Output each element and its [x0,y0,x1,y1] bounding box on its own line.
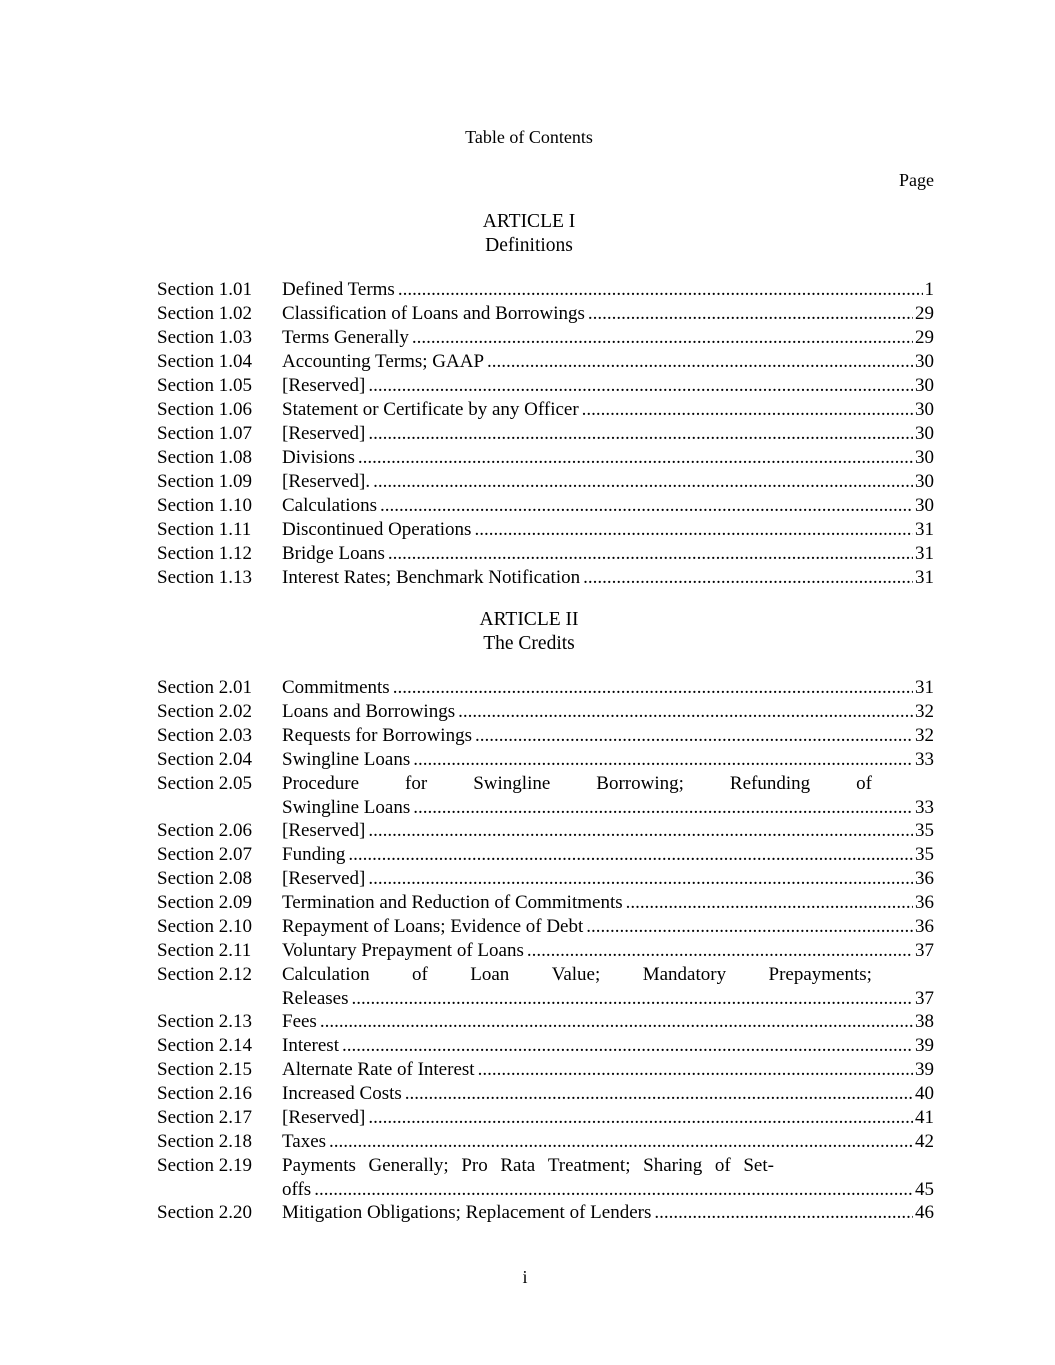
section-number: Section 2.08 [157,868,252,889]
dot-leader [373,470,913,494]
dot-leader [586,915,913,939]
toc-entry[interactable] [157,1082,934,1106]
dot-leader [527,939,913,963]
dot-leader [358,446,913,470]
article-subtitle: The Credits [483,633,575,654]
toc-entry[interactable] [157,470,934,494]
dot-leader [393,676,913,700]
dot-leader [342,1034,913,1058]
section-page: 31 [915,519,934,540]
toc-entry[interactable] [157,566,934,590]
toc-entry[interactable] [157,724,934,748]
section-title: Defined Terms [282,279,395,300]
section-page: 30 [915,471,934,492]
article-ii-heading-block [0,608,1055,656]
toc-entry[interactable] [157,700,934,724]
section-title-continuation: Swingline Loans [282,797,411,818]
dot-leader [388,542,913,566]
section-number: Section 2.20 [157,1202,252,1223]
section-page: 39 [915,1059,934,1080]
article-subtitle: Definitions [485,235,573,256]
section-title: [Reserved] [282,423,366,444]
section-page: 31 [915,567,934,588]
section-page: 35 [915,844,934,865]
section-page: 30 [915,375,934,396]
section-title: [Reserved] [282,1107,366,1128]
toc-entry[interactable] [157,1130,934,1154]
section-title-first-line [282,772,872,796]
section-title: Fees [282,1011,317,1032]
toc-entry[interactable] [157,867,934,891]
dot-leader [412,326,913,350]
article-heading: ARTICLE I [482,211,576,232]
title-word: Sharing [643,1155,703,1176]
toc-entry[interactable] [157,1010,934,1034]
title-word: Swingline [473,773,551,794]
dot-leader [348,843,913,867]
section-page: 30 [915,351,934,372]
section-page: 30 [915,495,934,516]
section-number: Section 2.19 [157,1155,252,1176]
section-page: 30 [915,447,934,468]
section-number: Section 2.03 [157,725,252,746]
article-ii-toc-list [157,676,934,1225]
toc-entry[interactable] [157,676,934,700]
dot-leader [582,398,913,422]
dot-leader [654,1201,913,1225]
section-page: 37 [915,940,934,961]
section-number: Section 1.05 [157,375,252,396]
section-page: 30 [915,423,934,444]
dot-leader [329,1130,913,1154]
toc-entry[interactable] [157,350,934,374]
section-title: Discontinued Operations [282,519,472,540]
section-number: Section 1.09 [157,471,252,492]
section-number: Section 2.02 [157,701,252,722]
title-word: Prepayments; [768,964,872,985]
section-number: Section 2.07 [157,844,252,865]
section-page: 37 [915,988,934,1009]
section-title: Accounting Terms; GAAP [282,351,485,372]
section-number: Section 2.14 [157,1035,252,1056]
toc-entry[interactable] [157,1201,934,1225]
section-title: Alternate Rate of Interest [282,1059,475,1080]
section-page: 29 [915,327,934,348]
toc-entry[interactable] [157,518,934,542]
section-number: Section 2.06 [157,820,252,841]
toc-entry[interactable] [157,374,934,398]
article-heading: ARTICLE II [479,609,579,630]
section-page: 42 [915,1131,934,1152]
section-page: 31 [915,677,934,698]
toc-entry[interactable] [157,1058,934,1082]
toc-entry[interactable] [157,422,934,446]
section-page: 36 [915,916,934,937]
dot-leader [320,1010,913,1034]
section-page: 35 [915,820,934,841]
section-page: 32 [915,725,934,746]
dot-leader [413,748,913,772]
toc-entry[interactable] [157,326,934,350]
toc-entry[interactable] [157,278,934,302]
toc-entry[interactable] [157,446,934,470]
section-number: Section 2.15 [157,1059,252,1080]
page-number-footer: i [522,1267,528,1287]
toc-entry[interactable] [157,963,934,1010]
section-title: Taxes [282,1131,327,1152]
section-number: Section 1.07 [157,423,252,444]
title-word: Value; [551,964,601,985]
dot-leader [380,494,913,518]
toc-entry[interactable] [157,772,934,819]
dot-leader [368,374,913,398]
section-title: Loans and Borrowings [282,701,456,722]
title-word: Procedure [282,773,360,794]
section-number: Section 1.12 [157,543,252,564]
section-title: Voluntary Prepayment of Loans [282,940,524,961]
dot-leader [478,1058,913,1082]
section-page: 38 [915,1011,934,1032]
section-title: Statement or Certificate by any Officer [282,399,579,420]
section-page: 39 [915,1035,934,1056]
section-page: 36 [915,868,934,889]
title-word: Treatment; [547,1155,631,1176]
section-title: [Reserved] [282,375,366,396]
section-title: Funding [282,844,346,865]
section-title: Increased Costs [282,1083,402,1104]
dot-leader [351,987,913,1011]
toc-entry[interactable] [157,748,934,772]
dot-leader [368,422,913,446]
section-page: 45 [915,1179,934,1200]
title-word: Set- [743,1155,774,1176]
section-page: 32 [915,701,934,722]
section-page: 29 [915,303,934,324]
dot-leader [588,302,913,326]
section-number: Section 2.01 [157,677,252,698]
section-number: Section 1.03 [157,327,252,348]
title-word: Calculation [282,964,370,985]
section-page: 40 [915,1083,934,1104]
section-number: Section 1.13 [157,567,252,588]
section-number: Section 1.06 [157,399,252,420]
title-word: Rata [500,1155,536,1176]
section-title: Terms Generally [282,327,409,348]
section-page: 41 [915,1107,934,1128]
section-title: Swingline Loans [282,749,411,770]
section-title: Interest Rates; Benchmark Notification [282,567,581,588]
title-word: Payments [282,1155,356,1176]
section-title: Commitments [282,677,390,698]
toc-entry[interactable] [157,1106,934,1130]
section-title-continuation: offs [282,1179,312,1200]
dot-leader [405,1082,913,1106]
section-page: 1 [924,279,934,300]
section-title: Calculations [282,495,377,516]
title-word: of [856,773,872,794]
section-title: Divisions [282,447,355,468]
dot-leader [368,819,913,843]
section-number: Section 1.02 [157,303,252,324]
dot-leader [583,566,913,590]
section-title: [Reserved] [282,868,366,889]
toc-entry[interactable] [157,843,934,867]
section-number: Section 2.10 [157,916,252,937]
section-title: Requests for Borrowings [282,725,472,746]
section-number: Section 1.10 [157,495,252,516]
section-title-first-line [282,1154,774,1178]
section-title: Bridge Loans [282,543,385,564]
section-page: 33 [915,797,934,818]
section-title: Interest [282,1035,339,1056]
article-i-heading-block [0,210,1055,258]
section-title-first-line [282,963,872,987]
section-number: Section 1.04 [157,351,252,372]
section-title: [Reserved] [282,820,366,841]
article-i-toc-list [157,278,934,590]
toc-entry[interactable] [157,891,934,915]
title-word: Mandatory [642,964,727,985]
section-number: Section 2.11 [157,940,252,961]
toc-entry[interactable] [157,819,934,843]
title-word: of [714,1155,731,1176]
section-title: Classification of Loans and Borrowings [282,303,585,324]
toc-entry[interactable] [157,1154,934,1201]
section-number: Section 2.16 [157,1083,252,1104]
dot-leader [398,278,923,302]
section-number: Section 1.11 [157,519,252,540]
section-number: Section 1.08 [157,447,252,468]
toc-title: Table of Contents [465,127,593,147]
section-number: Section 2.18 [157,1131,252,1152]
section-number: Section 2.09 [157,892,252,913]
title-word: Loan [470,964,510,985]
section-number: Section 2.13 [157,1011,252,1032]
title-word: Pro [461,1155,488,1176]
dot-leader [368,1106,913,1130]
dot-leader [626,891,913,915]
toc-entry[interactable] [157,915,934,939]
section-page: 31 [915,543,934,564]
dot-leader [413,796,913,820]
section-number: Section 1.01 [157,279,252,300]
dot-leader [458,700,913,724]
dot-leader [368,867,913,891]
toc-entry[interactable] [157,542,934,566]
section-title: Mitigation Obligations; Replacement of Lenders [282,1202,652,1223]
toc-entry[interactable] [157,939,934,963]
dot-leader [475,724,913,748]
title-word: for [405,773,428,794]
toc-entry[interactable] [157,398,934,422]
section-title: Repayment of Loans; Evidence of Debt [282,916,584,937]
section-page: 30 [915,399,934,420]
section-title-continuation: Releases [282,988,349,1009]
section-page: 33 [915,749,934,770]
section-title: [Reserved]. [282,471,371,492]
toc-entry[interactable] [157,494,934,518]
dot-leader [487,350,913,374]
title-word: Refunding [729,773,811,794]
toc-entry[interactable] [157,302,934,326]
dot-leader [314,1178,913,1202]
dot-leader [474,518,913,542]
title-word: of [412,964,428,985]
section-number: Section 2.17 [157,1107,252,1128]
section-number: Section 2.04 [157,749,252,770]
section-number: Section 2.05 [157,773,252,794]
title-word: Generally; [368,1155,449,1176]
section-page: 46 [915,1202,934,1223]
section-number: Section 2.12 [157,964,252,985]
page-column-label: Page [899,170,934,190]
title-word: Borrowing; [596,773,684,794]
toc-entry[interactable] [157,1034,934,1058]
section-title: Termination and Reduction of Commitments [282,892,623,913]
section-page: 36 [915,892,934,913]
